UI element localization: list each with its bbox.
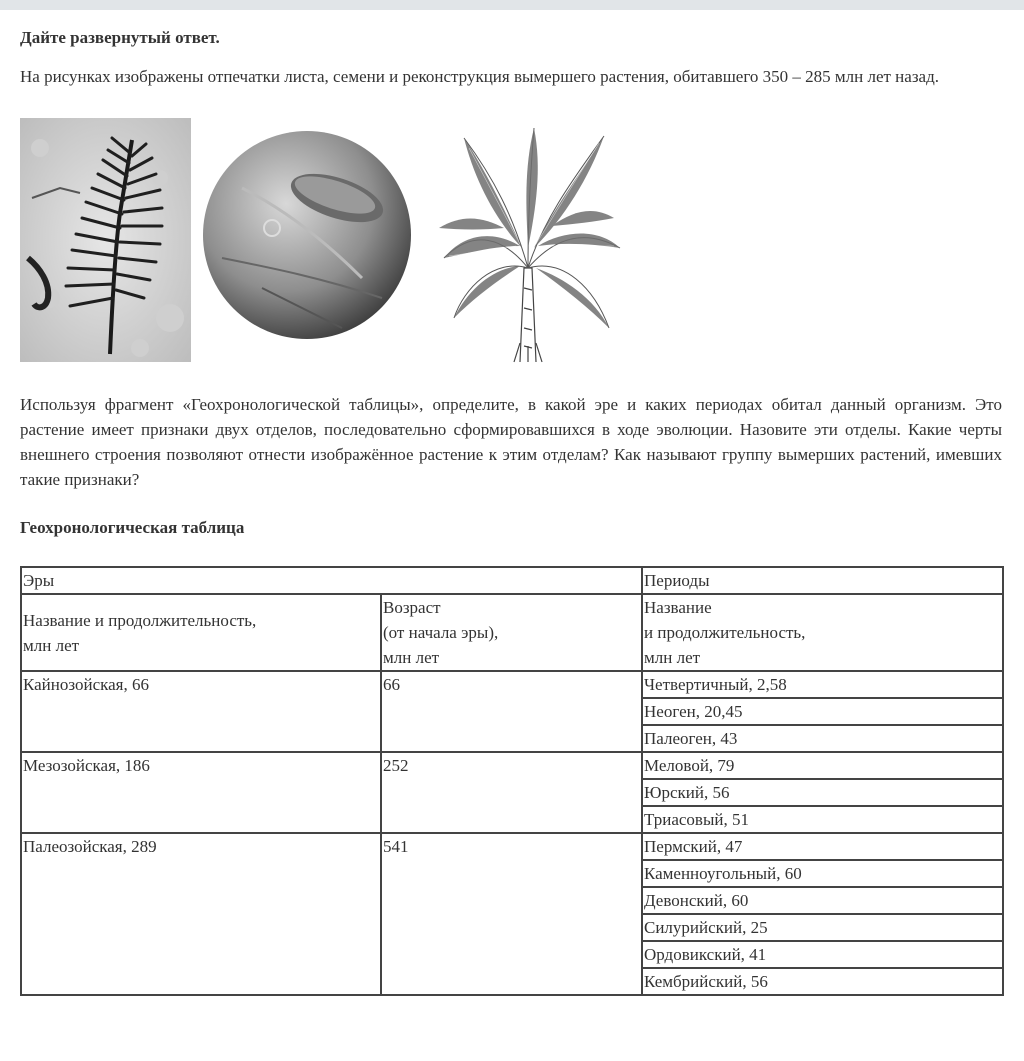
subheader-period-line: и продолжительность, xyxy=(644,623,806,642)
top-bar xyxy=(0,0,1024,10)
period-cell: Палеоген, 43 xyxy=(642,725,1003,752)
task-intro: На рисунках изображены отпечатки листа, семени и реконструкция вымершего растения, обитавшего 350 – 285 млн лет назад. xyxy=(20,67,939,86)
subheader-period-line: млн лет xyxy=(644,648,701,667)
period-cell: Триасовый, 51 xyxy=(642,806,1003,833)
task-question: Используя фрагмент «Геохронологической таблицы», определите, в какой эре и каких периодах обитал данный организм. Это растение имеет признаки двух отделов, последовательно сформировавшихся в ходе эволюции. Назовите эти отделы. Какие черты внешнего строения позволяют отнести изображённое растение к этим отделам? Как называют группу вымерших растений, имевших такие признаки? xyxy=(20,395,1002,489)
subheader-era-name xyxy=(21,594,381,671)
subheader-era-name-line: Название и продолжительность, xyxy=(23,610,257,630)
era-age: 66 xyxy=(381,671,642,752)
era-age: 541 xyxy=(381,833,642,995)
header-periods: Периоды xyxy=(642,567,1003,594)
header-eras: Эры xyxy=(21,567,642,594)
table-row xyxy=(21,752,1003,779)
fossil-leaf-imprint-icon xyxy=(20,118,191,362)
table-row xyxy=(21,833,1003,860)
table-header-row xyxy=(21,567,1003,594)
task-heading: Дайте развернутый ответ. xyxy=(20,28,220,47)
period-cell: Силурийский, 25 xyxy=(642,914,1003,941)
geochronological-table xyxy=(20,566,1004,996)
period-cell: Пермский, 47 xyxy=(642,833,1003,860)
subheader-age-line: млн лет xyxy=(383,648,440,667)
table-title: Геохронологическая таблица xyxy=(20,518,245,537)
period-cell: Неоген, 20,45 xyxy=(642,698,1003,725)
subheader-era-name-line: млн лет xyxy=(23,635,80,655)
subheader-period xyxy=(642,594,1003,671)
period-cell: Четвертичный, 2,58 xyxy=(642,671,1003,698)
fossil-seed-imprint-icon xyxy=(202,128,412,342)
subheader-age-line: (от начала эры), xyxy=(383,623,499,642)
table-subheader-row xyxy=(21,594,1003,671)
table-row xyxy=(21,671,1003,698)
subheader-age-line: Возраст xyxy=(383,598,441,617)
era-name: Мезозойская, 186 xyxy=(21,752,381,833)
period-cell: Меловой, 79 xyxy=(642,752,1003,779)
period-cell: Девонский, 60 xyxy=(642,887,1003,914)
period-cell: Юрский, 56 xyxy=(642,779,1003,806)
era-age: 252 xyxy=(381,752,642,833)
period-cell: Кембрийский, 56 xyxy=(642,968,1003,995)
period-cell: Ордовикский, 41 xyxy=(642,941,1003,968)
period-cell: Каменноугольный, 60 xyxy=(642,860,1003,887)
era-name: Кайнозойская, 66 xyxy=(21,671,381,752)
subheader-period-line: Название xyxy=(644,598,712,617)
subheader-era-age xyxy=(381,594,642,671)
plant-reconstruction-icon xyxy=(424,118,630,364)
era-name: Палеозойская, 289 xyxy=(21,833,381,995)
